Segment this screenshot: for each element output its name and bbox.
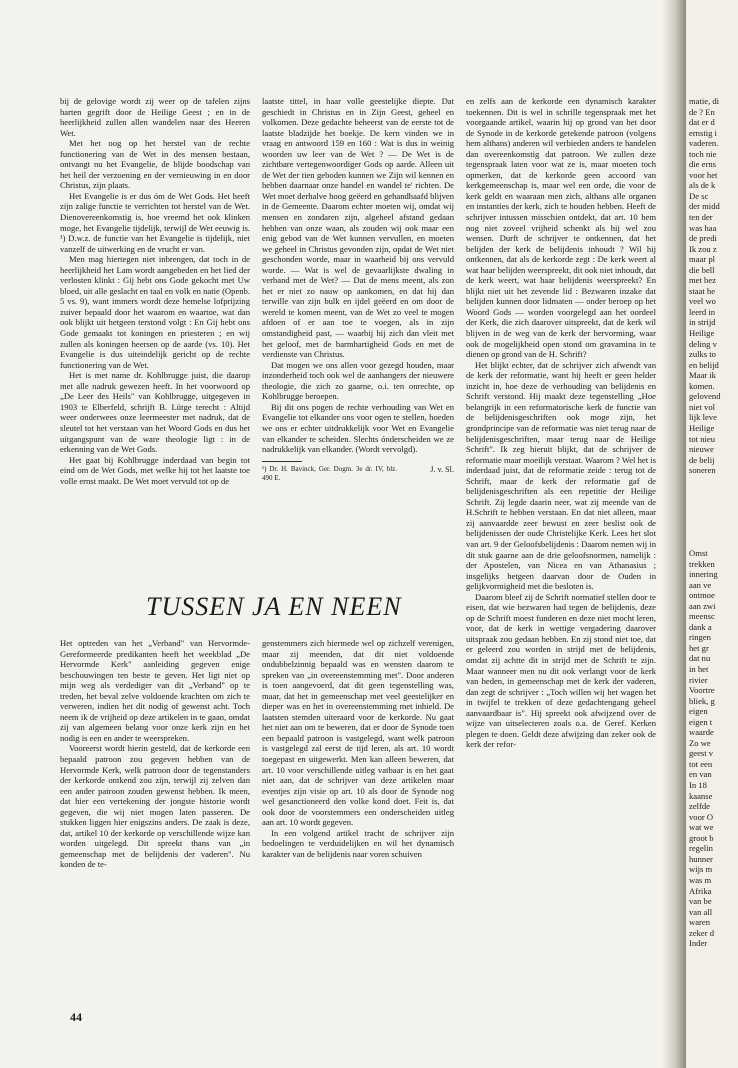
column-1-bottom xyxy=(60,638,250,998)
facing-page-line: Omst xyxy=(689,548,708,558)
facing-page-line: trekken xyxy=(689,558,715,569)
facing-page-line: vaderen. xyxy=(689,138,719,149)
facing-page-line: komen. xyxy=(689,380,715,391)
column-1-top xyxy=(60,96,250,566)
facing-page-line: geest v xyxy=(689,748,714,759)
facing-page-line: dank a xyxy=(689,621,712,632)
facing-page-line: der midd xyxy=(689,201,720,212)
facing-page-line: rivier xyxy=(689,674,708,685)
facing-page-line: die bell xyxy=(689,264,715,275)
facing-page-line: van be xyxy=(689,896,712,907)
paragraph: Het optreden van het „Verband" van Hervormde-Gereformeerde predikanten heeft het weekblad „De Hervormde Kerk" aanleiding gegeven enige beschouwingen ten beste te geven. Het ligt niet op mijn weg als verdediger van dit „Verband" op te treden, het beval zelve voldoende krachten om zich te verweren, indien het dit nodig of gewenst acht. Toch neem ik de vrijheid op deze artikelen in te gaan, omdat zij van algemeen belang voor onze kerk zijn en het nodig is een en ander te weerspreken. xyxy=(60,638,250,743)
footnote-row xyxy=(262,465,454,483)
paragraph: Het is met name dr. Kohlbrugge juist, die daarop met alle nadruk gewezen heeft. In het voorwoord op „De Leer des Heils" van Kohlbrugge, uitgegeven in 1903 te Elberfeld, schrijft B. Lütge terecht : Altijd weer onderwees onze leermeester met nadruk, dat de sleutel tot het verstaan van het Woord Gods en dus het uitgangspunt van de ware theologie ligt : in de erkenning van de Wet Gods. xyxy=(60,370,250,455)
paragraph: Daarom bleef zij de Schrift normatief stellen door te eisen, dat wie bezwaren had tegen de belijdenis, deze op de Schrift moest funderen en deze niet mocht leren, voor, dat de kerk in wettige vergadering daarover uitspraak zou gedaan hebben. En zij stond niet toe, dat er geleerd zou worden in strijd met de belijdenis, omdat zij achtte dit in strijd met de Schrift te zijn. Maar wanneer men nu dit ook verlangt voor de kerk van heden, in gemeenschap met de kerk der vaderen, dan zegt de schrijver : „Toch willen wij het wagen het in twijfel te trekken of deze gedachtengang geheel aanvaardbaar is". Hij spreekt ook afwijzend over de wijze van uitselecteren zoals o.a. de Geref. Kerken plegen te doen. Geldt deze afwijzing dan zeker ook de kerk der refor- xyxy=(466,591,656,750)
facing-page-line: was haa xyxy=(689,222,717,233)
facing-page-line: niet vol xyxy=(689,401,716,412)
facing-page-line: het gr xyxy=(689,642,709,653)
facing-page-line: de belij xyxy=(689,454,715,465)
facing-page-line: met bez xyxy=(689,275,716,286)
facing-page-line: tot nieu xyxy=(689,433,716,444)
facing-page-line: toch nie xyxy=(689,148,717,159)
facing-page-line: aan zwi xyxy=(689,600,716,611)
footnote: ¹) Dr. H. Bavinck, Ger. Dogm. 3e dr. IV, blz. 490 E. xyxy=(262,464,397,482)
facing-page-line: leerd in xyxy=(689,306,716,317)
facing-page-line: die erns xyxy=(689,159,716,170)
facing-page-line: wat we xyxy=(689,822,714,833)
facing-page-line: meensc xyxy=(689,611,715,622)
facing-page-line: in strijd xyxy=(689,317,716,328)
facing-page-line: van all xyxy=(689,906,713,917)
facing-page-line: en belijd xyxy=(689,359,719,370)
facing-page-line: zelfde xyxy=(689,801,710,812)
paragraph: Bij dit ons pogen de rechte verhouding van Wet en Evangelie tot elkander ons voor ogen te stellen, hoeden we ons er echter uitdrukkelijk voor Wet en Evangelie van elkander te scheiden. Slechts ónderscheiden we ze nadrukkelijk van elkander. (Wordt vervolgd). xyxy=(262,401,454,455)
facing-page-line: waarde xyxy=(689,727,714,738)
facing-page-line: nieuwe xyxy=(689,444,714,455)
facing-page-line: lijk leve xyxy=(689,412,717,423)
column-2-bottom xyxy=(262,638,454,988)
footnote-rule xyxy=(262,461,302,462)
facing-page-line: Inder xyxy=(689,938,708,949)
facing-page-line: waren xyxy=(689,917,710,928)
facing-page-line: maar pl xyxy=(689,254,716,265)
paragraph: Men mag hiertegen niet inbrengen, dat toch in de heerlijkheid het Lam wordt aangebeden en het lied der verlosten klinkt : Gij hebt ons Gode gekocht met Uw bloed, uit alle geslacht en taal en volk en natie (Openb. 5 vs. 9), want immers wordt deze hemelse lofprijzing zuiver bepaald door het waarom en waartoe, wat dan ook blijkt uit hetgeen terstond volgt : En Gij hebt ons Gode gemaakt tot koningen en priesteren ; en wij zullen als koningen heersen op de aarde (vs. 10). Het Evangelie is dus uiteindelijk gericht op de rechte functionering van de Wet. xyxy=(60,254,250,370)
facing-page-line: in het xyxy=(689,664,709,675)
facing-page-line: In 18 xyxy=(689,780,707,791)
facing-page-line: ernstig i xyxy=(689,127,717,138)
facing-page-line: ten der xyxy=(689,212,713,223)
facing-page-line: wijs m xyxy=(689,864,713,875)
facing-page-line: Zo we xyxy=(689,737,711,748)
facing-page-line: aan ve xyxy=(689,579,712,590)
facing-page-line: Maar ik xyxy=(689,370,716,381)
facing-page-line: hunner xyxy=(689,853,713,864)
facing-page-line: bliek, g xyxy=(689,695,715,706)
facing-page-line: voor O xyxy=(689,811,714,822)
book-gutter xyxy=(662,0,686,1068)
facing-page-line: eigen t xyxy=(689,716,713,727)
facing-page-line: deling v xyxy=(689,338,717,349)
facing-page-line: veel wo xyxy=(689,296,716,307)
facing-page-column-top xyxy=(686,96,721,476)
facing-page-line: innering xyxy=(689,569,718,580)
article-heading: TUSSEN JA EN NEEN xyxy=(146,592,402,621)
paragraph: Het blijkt echter, dat de schrijver zich afwendt van de kerk der reformatie, want hij heeft er geen helder inzicht in, hoe deze de verhouding van belijdenis en Schrift verstond. Hij maakt deze tegenstelling „Hoe belangrijk in een reformatorische kerk de functie van de belijdenisgeschriften ook moge zijn, het grondprincipe van de reformatie was niet terug naar de belijdenisgeschriften, maar terug naar de Heilige Schrift". Ik zeg hieruit blijkt, dat de schrijver de reformatie maar moeilijk verstaat. Waarom ? Wel het is inderdaad juist, dat de reformatie zeide : terug tot de Schrift, maar de kerk der reformatie gaf de belijdenisgeschriften als een repetitie der Heilige Schrift. Zij legde daarin neer, wat zij meende van de H.Schrift te hebben verstaan. En dat niet alleen, maar zij aanvaardde zeer bewust en zeer beslist ook de belijdenissen der oude Christelijke Kerk. Lees het slot van art. 9 der Geloofsbelijdenis : Daarom nemen wij in dit stuk gaarne aan de drie geloofsnormen, namelijk : der Apostelen, van Nicea en van Athanasius ; insgelijks hetgeen daarvan door de Ouden in gelijkvormigheid met die besloten is. xyxy=(466,359,656,592)
paragraph: Het gaat bij Kohlbrugge inderdaad van begin tot eind om de Wet Gods, met welke hij tot het laatste toe volle ernst maakt. De Wet moet vervuld tot op de xyxy=(60,454,250,486)
facing-page-line: Heilige xyxy=(689,328,715,339)
facing-page-line: als de k xyxy=(689,180,716,191)
facing-page-line: De sc xyxy=(689,190,709,201)
facing-page-line: groot b xyxy=(689,832,714,843)
facing-page-line: Ik zou z xyxy=(689,243,717,254)
facing-page-line: was m xyxy=(689,874,712,885)
facing-page-line: soneren xyxy=(689,465,716,476)
facing-page-line: matie, di xyxy=(689,96,720,106)
facing-page-line: de ? En xyxy=(689,106,715,117)
page-number: 44 xyxy=(70,1010,82,1024)
facing-page-line: zulks to xyxy=(689,349,716,360)
facing-page-line: en van xyxy=(689,769,712,780)
paragraph: Dat mogen we ons allen voor gezegd houden, maar inzonderheid toch ook wel de aanhangers der nieuwere theologie, die zich zo gaarne, o.i. ten onrechte, op Kohlbrugge beroepen. xyxy=(262,359,454,402)
facing-page-line: dat er d xyxy=(689,117,715,128)
facing-page-line: Heilige xyxy=(689,422,715,433)
paragraph: Het Evangelie is er dus óm de Wet Gods. Het heeft zijn zalige functie te verrichten tot herstel van de Wet. Dienovereenkomstig is, hoe vreemd het ook klinken moge, het Evangelie tijdelijk, terwijl de Wet eeuwig is. ¹) D.w.z. de functie van het Evangelie is tijdelijk, niet vanzelf de uitwerking en de vrucht er van. xyxy=(60,190,250,254)
facing-page-line: tot een xyxy=(689,758,713,769)
facing-page-line: staat he xyxy=(689,285,716,296)
paragraph: laatste tittel, in haar volle geestelijke diepte. Dat geschiedt in Christus en in Zijn Geest, geheel en volkomen. Deze gedachte beheerst van de eerste tot de laatste bladzijde het boekje. De kern vinden we in vraag en antwoord 159 en 160 : Wat is dus in weinig woorden uw leer van de Wet ? — De Wet is de zichtbare vertegenwoordiger Gods op aarde. Alleen uit de Wet der tien geboden kunnen we Zijn wil kennen en hebben daarnaar onze handel en wandel te' richten. De Wet moet derhalve hoog geëerd en gehandhaafd blijven in de Gemeente. Daarom echter moeten wij, omdat wij mensen en zondaren zijn, algeheel afstand gedaan hebben van onze waan, als zouden wij ook maar een enig gebod van de Wet kunnen vervullen, en moeten we geheel in Christus gevonden zijn, opdat de Wet niet geschonden worde, maar in waarheid bij ons vervuld worde. — Wat is wel de gevaarlijkste dwaling in verband met de Wet? — Dat de mens meent, als zon het er niet zo nauw op aankomen, en dat hij dan terwille van zijn bulk en ijdel geëerd en om door de wereld te komen meent, van de Wet zo veel te mogen afdoen of er aan toe te voegen, als in zijn omstandigheid past, — waarbij hij zich dan vleit met het geloof, met de barmhartigheid Gods en met de verdienste van Christus. xyxy=(262,96,454,360)
paragraph: bij de gelovige wordt zij weer op de tafelen zijns harten gegrift door de Heilige Geest ; en in de heerlijkheid zullen allen wandelen naar des Heeren Wet. xyxy=(60,96,250,138)
facing-page-line: Voortre xyxy=(689,685,715,696)
facing-page-line: regelin xyxy=(689,843,713,854)
facing-page-line: gelovend xyxy=(689,391,721,402)
facing-page-fragment xyxy=(686,0,738,1068)
facing-page-line: Afrika xyxy=(689,885,712,896)
paragraph: genstemmers zich hiermede wel op zichzelf verenigen, maar zij meenden, dat dit niet voldoende ondubbelzinnig bepaald was en wensten daarom te spreken van „in overeenstemming met". Door anderen is toen aangevoerd, dat dit geen tegenstelling was, maar, dat het in gemeenschap met veel geestelijker en dieper was en het in overeenstemming met inhield. De laatsten stemden uiteraard voor de kerkorde. Nu gaat het niet aan om te beweren, dat er door de Synode toen een bepaald patroon is vastgelegd, want welk patroon is vastgelegd zal eerst de tijd leren, als art. 10 wordt toegepast en uitgewerkt. Men kan alleen beweren, dat art. 10 voor verschillende uitleg vatbaar is en het gaat niet aan, dat de schrijver van deze artikelen maar eventjes zijn visie op art. 10 als door de Synode nog wel gesanctioneerd den volke kond doet. Feit is, dat ook door de voorstemmers een onderscheiden uitleg aan art. 10 wordt gegeven. xyxy=(262,638,454,828)
paragraph: en zelfs aan de kerkorde een dynamisch karakter toekennen. Dit is wel in schrille tegenspraak met het voorgaande artikel, waarin hij op grond van het door de Synode in de kerkorde getekende patroon (volgens hem althans) anderen wil verbieden anders te handelen dan overeenkomstig dat patroon. We zullen deze tegenspraak laten voor wat ze is, maar moeten toch opmerken, dat de kerkorde geen accoord van kerkgemeenschap is, maar wel een orde, die voor de kerk geldt en waaraan men zich, althans alle organen en instanties der kerk, zich te houden hebben. Heeft de schrijver intussen misschien ontdekt, dat art. 10 hem nog niet zoveel vrijheid schenkt als hij wel zou wensen. Durft de schrijver te ontkennen, dat het belijden der kerk de belijdenis inhoudt ? Wil hij ontkennen, dat als de kerkorde zegt : De kerk weert al wat haar belijden weerspreekt, dit ook niet inhoudt, dat de kerk weert, wat haar belijdenis weerspreekt? En blijkt niet uit het zevende lid : Bezwaren inzake dat belijden kunnen door lidmaten — onder beroep op het Woord Gods — worden voorgelegd aan het oordeel der Kerk, die zich daarover uitspreekt, dat de kerk wil blijven in de weg van de kerk der hervorming, waar ook de mogelijkheid open stond om gravamina in te dienen op grond van de H. Schrift? xyxy=(466,96,656,360)
facing-page-line: dat nu xyxy=(689,653,711,664)
facing-page-line: kaanse xyxy=(689,790,713,801)
facing-page-line: zeker d xyxy=(689,927,715,938)
paragraph: In een volgend artikel tracht de schrijver zijn bedoelingen te verduidelijken en wil het dynamisch karakter van de belijdenis naar voren schuiven xyxy=(262,827,454,859)
column-2-top xyxy=(262,96,454,586)
facing-page-line: eigen xyxy=(689,706,708,717)
paragraph: Met het oog op het herstel van de rechte functionering van de Wet in des mensen bestaan, ontvangt nu het Evangelie, de blijde boodschap van het heil der verzoening en der vernieuwing in en door Christus, zijn plaats. xyxy=(60,138,250,191)
facing-page-line: ringen xyxy=(689,632,711,643)
facing-page-line: de predi xyxy=(689,233,717,244)
author-signature: J. v. Sl. xyxy=(430,464,454,474)
facing-page-column-bottom xyxy=(686,548,718,949)
facing-page-line: ontmoe xyxy=(689,590,715,601)
facing-page-line: voor het xyxy=(689,169,718,180)
paragraph: Vooreerst wordt hierin gesteld, dat de kerkorde een bepaald patroon zou gegeven hebben van de Hervormde Kerk, welk patroon door de tegenstanders der kerkorde ontkend zou zijn, terwijl zij zelven dan een ander patroon zouden gewenst hebben. Ik meen, dat hier een vertekening der jongste historie wordt gegeven, die wij niet mogen laten passeren. De stukken liggen hier enigszins anders. De zaak is deze, dat, artikel 10 der kerkorde op verschillende wijze kan worden uitgelegd. Dit spreekt thans van „in gemeenschap met de belijdenis der vaderen". Nu konden de te- xyxy=(60,743,250,870)
column-3 xyxy=(466,96,656,966)
